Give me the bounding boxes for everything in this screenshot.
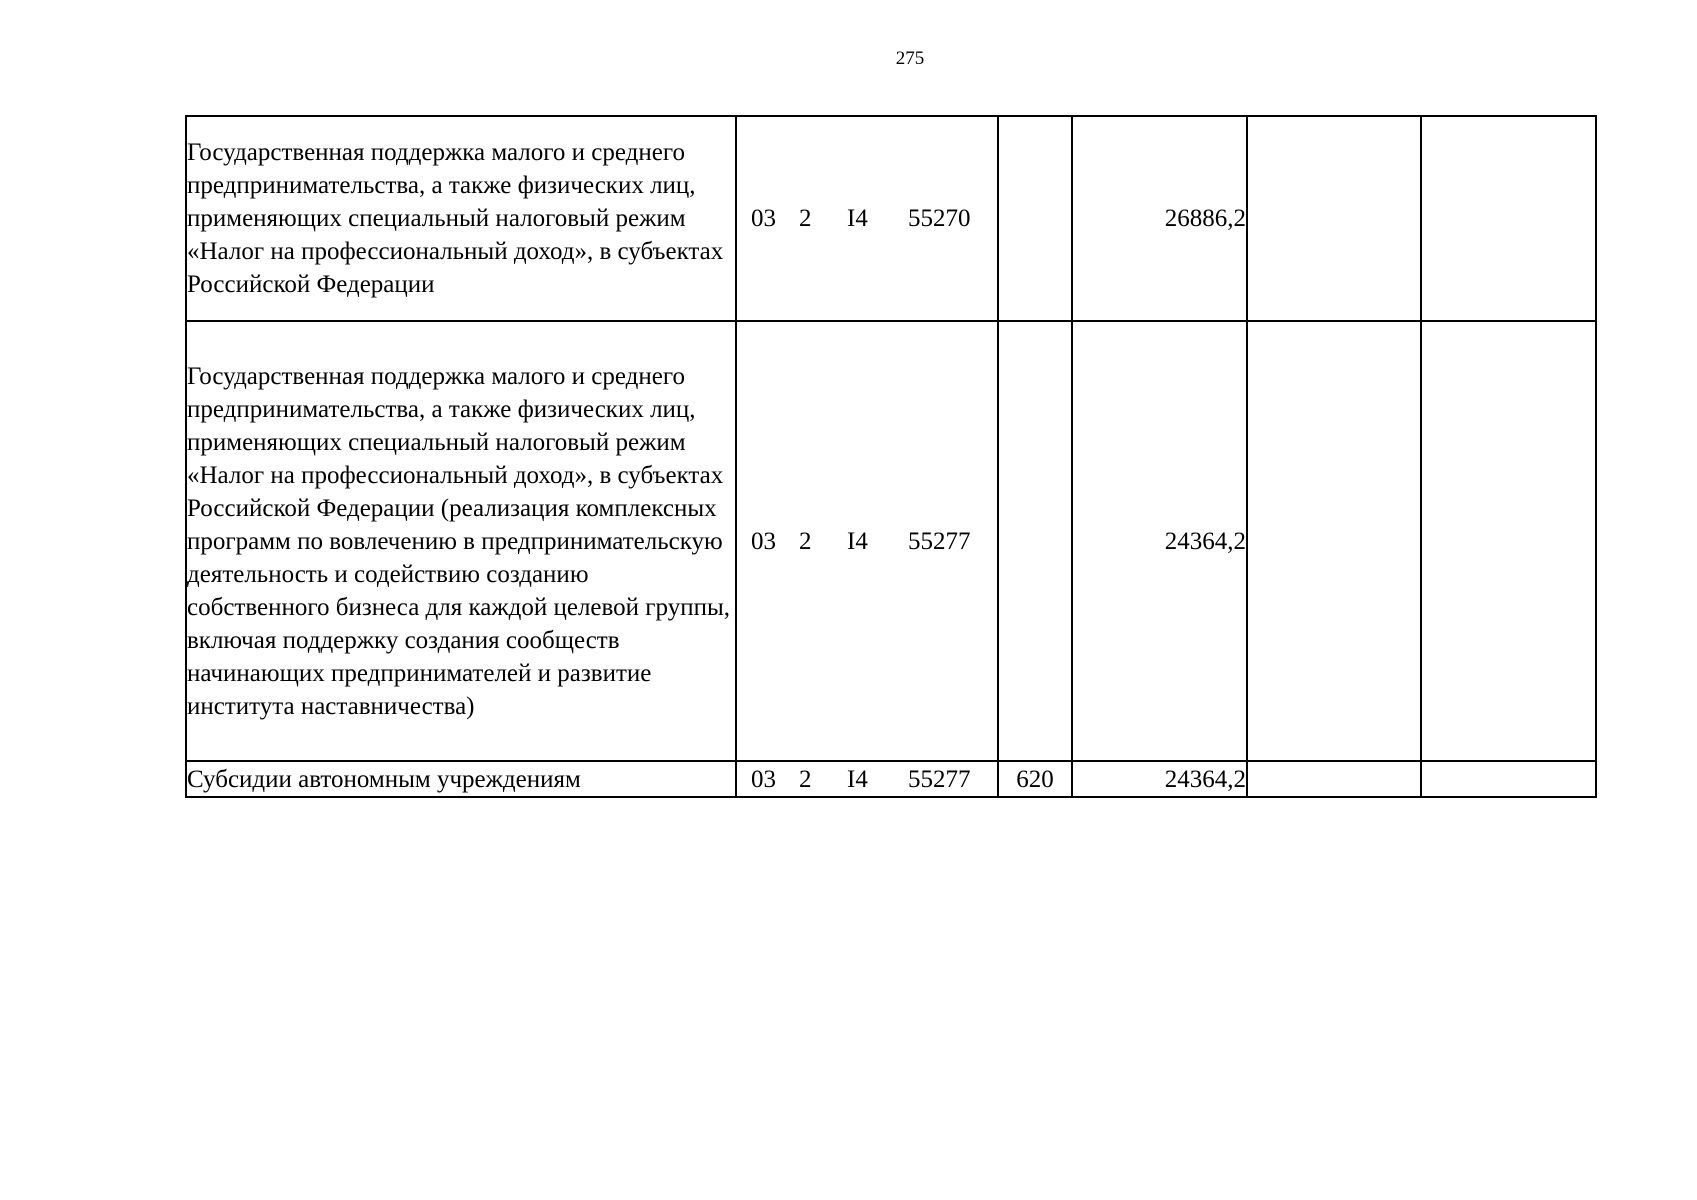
empty-cell — [1421, 116, 1596, 321]
code-project: I4 — [847, 765, 868, 793]
page-number: 275 — [895, 48, 925, 69]
row-name: Субсидии автономным учреждениям — [186, 761, 736, 797]
budget-table — [185, 115, 1597, 798]
empty-cell — [1421, 321, 1596, 761]
code-subprogram: 2 — [799, 527, 812, 555]
code-direction: 55270 — [908, 205, 971, 232]
code-project: I4 — [847, 527, 868, 555]
expense-type-cell — [998, 321, 1072, 761]
code-project: I4 — [847, 205, 868, 232]
target-code-cell — [736, 761, 998, 797]
table-row — [186, 116, 1596, 321]
empty-cell — [1247, 116, 1421, 321]
expense-type-cell — [998, 116, 1072, 321]
code-subprogram: 2 — [799, 205, 812, 232]
empty-cell — [1247, 321, 1421, 761]
amount-cell: 26886,2 — [1072, 116, 1247, 321]
empty-cell — [1247, 761, 1421, 797]
code-program: 03 — [751, 205, 776, 232]
target-code-cell — [736, 321, 998, 761]
code-subprogram: 2 — [799, 765, 812, 793]
row-name: Государственная поддержка малого и среднего предпринимательства, а также физических лиц, применяющих специальный налоговый режим «Налог на профессиональный доход», в субъектах Российской Федерации (реализация комплексных программ по вовлечению в предпринимательскую деятельность и содействию созданию собственного бизнеса для каждой целевой группы, включая поддержку создания сообществ начинающих предпринимателей и развитие института наставничества) — [186, 321, 736, 761]
row-name: Государственная поддержка малого и среднего предпринимательства, а также физических лиц, применяющих специальный налоговый режим «Налог на профессиональный доход», в субъектах Российской Федерации — [186, 116, 736, 321]
code-direction: 55277 — [908, 765, 971, 793]
table-row — [186, 321, 1596, 761]
expense-type-cell: 620 — [998, 761, 1072, 797]
amount-cell: 24364,2 — [1072, 761, 1247, 797]
code-program: 03 — [751, 765, 776, 793]
code-program: 03 — [751, 527, 776, 555]
amount-cell: 24364,2 — [1072, 321, 1247, 761]
code-direction: 55277 — [908, 527, 971, 555]
empty-cell — [1421, 761, 1596, 797]
table-row — [186, 761, 1596, 797]
target-code-cell — [736, 116, 998, 321]
